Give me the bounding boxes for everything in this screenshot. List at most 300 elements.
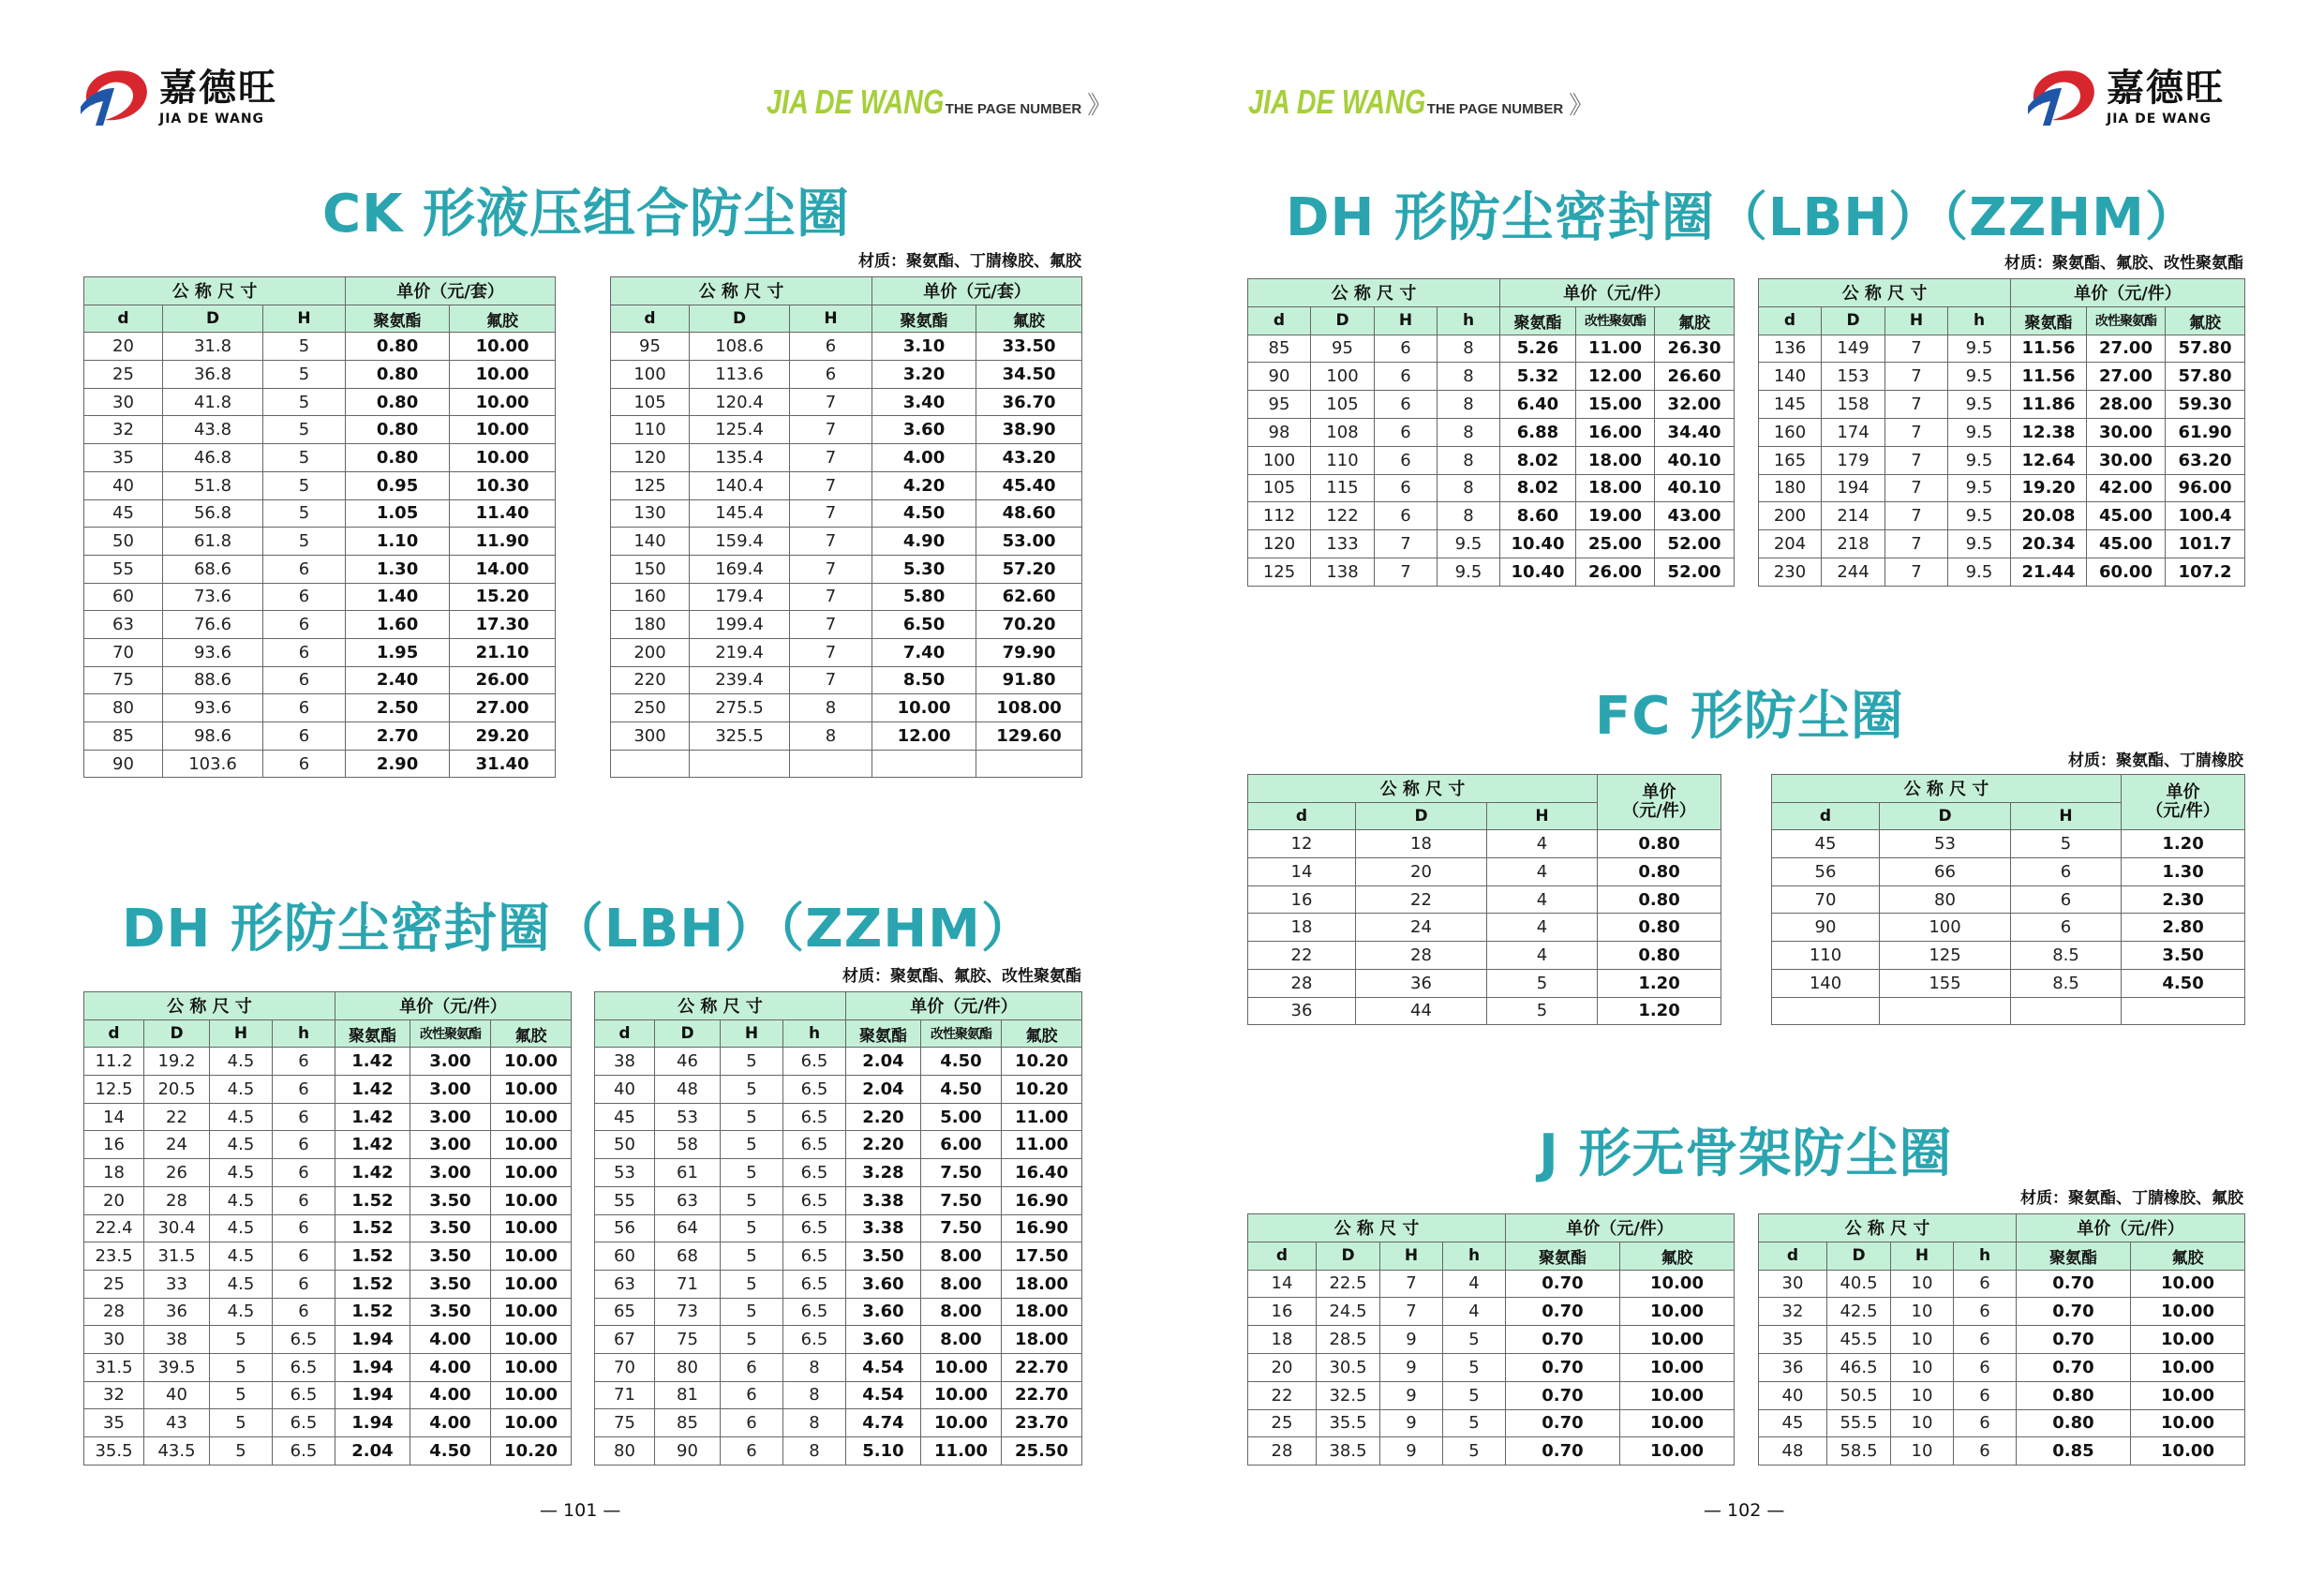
table-cell: 10.00 (2131, 1381, 2245, 1409)
table-cell: 66 (1880, 858, 2011, 886)
dh-material-note: 材质：聚氨酯、氟胶、改性聚氨酯 (2004, 254, 2243, 273)
table-cell: 50 (595, 1131, 655, 1159)
table-cell: 10.00 (491, 1186, 572, 1214)
table-row (1248, 1409, 1735, 1437)
table-cell: 4.90 (872, 528, 976, 556)
table-row (1772, 858, 2245, 886)
table-cell: 130 (611, 499, 690, 528)
column-header: d (1759, 1242, 1827, 1270)
table-cell: 7 (1885, 363, 1948, 391)
table-cell: 53 (655, 1103, 721, 1131)
table-cell: 1.40 (346, 583, 450, 611)
table-cell: 20.08 (2011, 502, 2087, 530)
table-cell: 6 (273, 1159, 335, 1187)
table-cell: 3.00 (410, 1103, 491, 1131)
j-section-title: J 形无骨架防尘圈 (1539, 1123, 1953, 1184)
table-cell: 0.80 (1598, 858, 1721, 886)
table-cell: 45.40 (976, 471, 1082, 499)
table-cell: 30 (84, 1326, 144, 1354)
table-row (1772, 914, 2245, 942)
table-cell: 8 (790, 722, 872, 751)
table-row (611, 750, 1082, 778)
table-cell: 8 (783, 1409, 846, 1437)
table-cell: 0.70 (2017, 1298, 2131, 1326)
table-cell: 35 (1759, 1326, 1827, 1354)
table-cell: 8.00 (921, 1298, 1002, 1326)
table-cell: 44 (1356, 997, 1487, 1025)
table-cell: 61 (655, 1159, 721, 1187)
column-header: H (2011, 802, 2122, 830)
table-cell: 204 (1759, 530, 1822, 558)
table-row (595, 1214, 1082, 1242)
table-row (595, 1242, 1082, 1271)
table-cell: 6 (263, 722, 346, 751)
table-cell: 1.94 (335, 1381, 410, 1409)
table-row (84, 1326, 572, 1354)
table-cell: 6 (1375, 335, 1438, 363)
table-row (1248, 363, 1735, 391)
table-cell: 76.6 (163, 611, 263, 639)
size-group-header: 公 称 尺 寸 (84, 277, 346, 305)
table-row (611, 444, 1082, 472)
table-cell: 180 (1759, 474, 1822, 502)
table-cell: 6 (273, 1298, 335, 1326)
table-cell: 5 (263, 416, 346, 444)
size-group-header: 公 称 尺 寸 (1248, 1214, 1506, 1242)
table-cell: 135.4 (690, 444, 790, 472)
table-cell: 145 (1759, 391, 1822, 419)
table-row (611, 555, 1082, 583)
table-cell: 18.00 (1002, 1298, 1082, 1326)
table-cell: 180 (611, 611, 690, 639)
table-cell: 6 (1375, 418, 1438, 446)
dh-section-title: DH 形防尘密封圈（LBH）（ZZHM） (122, 899, 1035, 960)
table-cell: 10.00 (1620, 1353, 1735, 1381)
table-cell: 6 (263, 583, 346, 611)
table-cell: 5 (263, 388, 346, 416)
table-cell: 22 (1248, 1381, 1317, 1409)
table-cell: 3.40 (872, 388, 976, 416)
column-header: 聚氨酯 (346, 305, 450, 333)
table-cell: 6.5 (783, 1103, 846, 1131)
table-cell: 6 (1375, 502, 1438, 530)
table-cell: 0.70 (2017, 1270, 2131, 1298)
column-header: H (263, 305, 346, 333)
table-cell: 22 (1248, 942, 1356, 970)
table-cell: 7 (1885, 391, 1948, 419)
table-row (84, 1103, 572, 1131)
table-row (84, 388, 556, 416)
table-cell: 91.80 (976, 666, 1082, 694)
table-cell: 4.5 (210, 1048, 273, 1076)
table-row (84, 1242, 572, 1271)
column-header: 聚氨酯 (846, 1019, 921, 1048)
table-cell: 6.5 (783, 1214, 846, 1242)
table-cell: 1.30 (346, 555, 450, 583)
table-row (84, 499, 556, 528)
table-cell: 22 (1356, 885, 1487, 914)
table-cell: 10.00 (450, 416, 556, 444)
table-cell: 5 (721, 1298, 783, 1326)
table-cell: 45.00 (2087, 530, 2166, 558)
table-cell: 0.70 (1506, 1381, 1620, 1409)
table-cell: 6 (1954, 1437, 2017, 1465)
size-group-header: 公 称 尺 寸 (1248, 279, 1500, 307)
table-cell: 5 (1443, 1326, 1506, 1354)
table-row (611, 416, 1082, 444)
column-header: h (273, 1019, 335, 1048)
table-cell: 26.00 (450, 666, 556, 694)
table-cell: 81 (655, 1381, 721, 1409)
table-cell: 1.52 (335, 1242, 410, 1271)
table-cell: 6 (1375, 391, 1438, 419)
table-cell: 4 (1487, 914, 1598, 942)
table-row (84, 583, 556, 611)
table-cell: 12.00 (872, 722, 976, 751)
column-header: H (1375, 306, 1438, 335)
table-cell: 150 (611, 555, 690, 583)
table-cell: 43.5 (144, 1437, 210, 1465)
table-cell: 220 (611, 666, 690, 694)
table-cell: 0.70 (2017, 1326, 2131, 1354)
table-row (595, 1326, 1082, 1354)
table-cell: 68.6 (163, 555, 263, 583)
table-cell: 80 (655, 1353, 721, 1381)
table-cell: 3.38 (846, 1186, 921, 1214)
table-cell: 6 (1375, 446, 1438, 474)
table-cell: 20.34 (2011, 530, 2087, 558)
size-group-header: 公 称 尺 寸 (611, 277, 872, 305)
table-cell: 28 (84, 1298, 144, 1326)
table-row (1759, 502, 2245, 530)
table-cell: 113.6 (690, 361, 790, 389)
table-row (1772, 942, 2245, 970)
price-group-header: 单价（元/件） (2017, 1214, 2245, 1242)
table-row (595, 1048, 1082, 1076)
table-cell: 1.94 (335, 1409, 410, 1437)
table-cell: 28 (1356, 942, 1487, 970)
table-cell: 214 (1822, 502, 1885, 530)
table-row (1248, 530, 1735, 558)
table-cell: 10.40 (1500, 530, 1576, 558)
column-header: H (721, 1019, 783, 1048)
table-cell: 194 (1822, 474, 1885, 502)
table-cell: 20 (84, 1186, 144, 1214)
table-cell: 5 (210, 1326, 273, 1354)
table-row (1759, 1270, 2245, 1298)
table-cell: 3.50 (410, 1270, 491, 1298)
table-cell: 11.00 (921, 1437, 1002, 1465)
table-cell: 3.50 (410, 1298, 491, 1326)
table-cell: 9 (1380, 1326, 1443, 1354)
table-cell (611, 750, 690, 778)
table-cell: 31.5 (84, 1353, 144, 1381)
table-row (611, 611, 1082, 639)
table-cell: 61.90 (2166, 418, 2245, 446)
table-row (84, 1409, 572, 1437)
jdw-logo-icon (77, 64, 152, 131)
table-cell: 12.00 (1576, 363, 1655, 391)
table-row (1248, 474, 1735, 502)
table-cell: 0.70 (1506, 1270, 1620, 1298)
table-row (595, 1409, 1082, 1437)
table-row (1772, 830, 2245, 858)
column-header: 氟胶 (491, 1019, 572, 1048)
table-cell: 6.5 (783, 1298, 846, 1326)
table-cell: 9.5 (1948, 363, 2011, 391)
column-header: D (1827, 1242, 1891, 1270)
table-cell: 4.00 (410, 1353, 491, 1381)
table-cell: 34.40 (1655, 418, 1735, 446)
table-cell: 40.10 (1655, 446, 1735, 474)
table-cell: 18 (1248, 1326, 1317, 1354)
table-cell: 5 (721, 1214, 783, 1242)
table-cell: 1.94 (335, 1326, 410, 1354)
table-row (84, 722, 556, 751)
table-cell: 2.04 (846, 1048, 921, 1076)
table-cell: 10.00 (491, 1381, 572, 1409)
brand-name: JIA DE WANG (1248, 82, 1426, 121)
table-row (1759, 530, 2245, 558)
table-cell: 0.70 (2017, 1353, 2131, 1381)
column-header: 氟胶 (2131, 1242, 2245, 1270)
table-cell: 0.80 (346, 416, 450, 444)
table-row (1248, 997, 1721, 1025)
table-row (1772, 969, 2245, 997)
table-cell: 3.00 (410, 1159, 491, 1187)
table-row (1772, 885, 2245, 914)
table-row (1248, 1326, 1735, 1354)
table-cell: 1.10 (346, 528, 450, 556)
table-cell: 4.50 (921, 1076, 1002, 1104)
table-cell: 32 (1759, 1298, 1827, 1326)
table-cell: 103.6 (163, 750, 263, 778)
table-cell: 6 (263, 750, 346, 778)
table-cell: 16 (1248, 1298, 1317, 1326)
table-cell: 7.50 (921, 1214, 1002, 1242)
table-cell: 46.5 (1827, 1353, 1891, 1381)
table-cell: 1.05 (346, 499, 450, 528)
column-header: 改性聚氨酯 (921, 1019, 1002, 1048)
logo-english-name: JIA DE WANG (2107, 112, 2212, 126)
table-cell: 4.50 (872, 499, 976, 528)
column-header: H (1885, 306, 1948, 335)
table-cell: 4.5 (210, 1131, 273, 1159)
table-cell: 2.04 (335, 1437, 410, 1465)
table-cell: 20 (84, 333, 163, 361)
table-cell: 20.5 (144, 1076, 210, 1104)
table-cell: 85 (1248, 335, 1311, 363)
table-cell: 6 (1954, 1409, 2017, 1437)
table-cell: 2.70 (346, 722, 450, 751)
table-cell: 4.00 (872, 444, 976, 472)
table-cell: 3.50 (846, 1242, 921, 1271)
table-cell: 10.00 (491, 1159, 572, 1187)
table-cell: 10.00 (491, 1270, 572, 1298)
size-group-header: 公 称 尺 寸 (84, 992, 335, 1020)
table-cell: 3.00 (410, 1048, 491, 1076)
table-cell: 33.50 (976, 333, 1082, 361)
table-cell: 22.70 (1002, 1381, 1082, 1409)
table-cell: 30.4 (144, 1214, 210, 1242)
table-cell: 10.00 (1620, 1409, 1735, 1437)
table-cell: 64 (655, 1214, 721, 1242)
table-cell: 120 (611, 444, 690, 472)
table-cell: 14.00 (450, 555, 556, 583)
table-cell: 36 (144, 1298, 210, 1326)
table-cell: 57.80 (2166, 335, 2245, 363)
table-cell: 0.80 (346, 444, 450, 472)
column-header: 改性聚氨酯 (410, 1019, 491, 1048)
column-header: 改性聚氨酯 (2087, 306, 2166, 335)
table-cell: 7 (790, 666, 872, 694)
table-cell: 62.60 (976, 583, 1082, 611)
table-cell: 43.00 (1655, 502, 1735, 530)
size-group-header: 公 称 尺 寸 (1759, 1214, 2017, 1242)
brand-header (1248, 82, 1593, 122)
table-cell: 93.6 (163, 638, 263, 666)
table-cell: 155 (1880, 969, 2011, 997)
table-cell: 7 (1375, 530, 1438, 558)
table-cell: 6 (263, 638, 346, 666)
table-cell: 53 (595, 1159, 655, 1187)
table-row (84, 694, 556, 722)
table-cell: 10.00 (2131, 1409, 2245, 1437)
table-cell: 140 (1759, 363, 1822, 391)
column-header: d (1772, 802, 1880, 830)
size-group-header: 公 称 尺 寸 (1772, 775, 2122, 803)
table-row (84, 750, 556, 778)
table-cell: 6 (1954, 1270, 2017, 1298)
dh-price-table-3 (1247, 278, 1735, 587)
column-header: D (1311, 306, 1375, 335)
table-cell: 218 (1822, 530, 1885, 558)
table-cell: 4.5 (210, 1242, 273, 1271)
table-cell: 28 (1248, 969, 1356, 997)
table-cell: 1.30 (2122, 858, 2245, 886)
table-cell: 6 (273, 1270, 335, 1298)
table-cell: 4 (1487, 858, 1598, 886)
table-cell: 22 (144, 1103, 210, 1131)
table-cell: 4.54 (846, 1353, 921, 1381)
table-cell: 79.90 (976, 638, 1082, 666)
table-cell: 125 (1248, 558, 1311, 586)
table-cell: 9.5 (1948, 502, 2011, 530)
table-row (84, 1076, 572, 1104)
table-row (1248, 1298, 1735, 1326)
table-cell: 24.5 (1317, 1298, 1380, 1326)
table-cell: 48.60 (976, 499, 1082, 528)
table-cell: 63 (655, 1186, 721, 1214)
table-cell: 18.00 (1002, 1326, 1082, 1354)
table-row (84, 444, 556, 472)
table-cell: 30 (84, 388, 163, 416)
table-cell: 108.6 (690, 333, 790, 361)
table-cell: 125.4 (690, 416, 790, 444)
size-group-header: 公 称 尺 寸 (595, 992, 846, 1020)
table-cell: 35 (84, 1409, 144, 1437)
table-cell: 8 (1438, 335, 1500, 363)
table-cell: 16.40 (1002, 1159, 1082, 1187)
table-cell: 46.8 (163, 444, 263, 472)
table-cell: 7 (790, 611, 872, 639)
table-cell: 9 (1380, 1353, 1443, 1381)
table-row (611, 722, 1082, 751)
table-cell: 4 (1487, 885, 1598, 914)
table-cell: 75 (655, 1326, 721, 1354)
column-header: 聚氨酯 (872, 305, 976, 333)
table-cell: 5 (210, 1353, 273, 1381)
table-cell: 23.5 (84, 1242, 144, 1271)
table-cell: 51.8 (163, 471, 263, 499)
table-cell: 5 (721, 1159, 783, 1187)
table-cell: 5 (210, 1381, 273, 1409)
table-cell: 10.00 (491, 1048, 572, 1076)
table-row (84, 361, 556, 389)
table-cell: 71 (655, 1270, 721, 1298)
price-group-header: 单价（元/件） (1500, 279, 1735, 307)
table-cell: 6.5 (783, 1186, 846, 1214)
table-cell: 108 (1311, 418, 1375, 446)
table-cell: 5 (1443, 1381, 1506, 1409)
table-cell: 75 (595, 1409, 655, 1437)
table-row (84, 1298, 572, 1326)
table-cell: 3.60 (872, 416, 976, 444)
table-row (1759, 335, 2245, 363)
table-cell: 95 (611, 333, 690, 361)
brand-tagline: THE PAGE NUMBER (1426, 101, 1564, 117)
table-cell: 0.80 (346, 388, 450, 416)
table-cell: 70 (84, 638, 163, 666)
table-cell: 9.5 (1438, 558, 1500, 586)
table-cell: 43.8 (163, 416, 263, 444)
table-cell: 100 (1311, 363, 1375, 391)
table-cell: 169.4 (690, 555, 790, 583)
table-cell: 179.4 (690, 583, 790, 611)
table-cell: 5 (721, 1076, 783, 1104)
table-cell: 115 (1311, 474, 1375, 502)
table-cell: 43 (144, 1409, 210, 1437)
j-price-table-1 (1247, 1213, 1735, 1465)
table-cell: 36.70 (976, 388, 1082, 416)
table-cell: 22.4 (84, 1214, 144, 1242)
table-cell: 16.00 (1576, 418, 1655, 446)
table-cell: 40.10 (1655, 474, 1735, 502)
column-header: 聚氨酯 (335, 1019, 410, 1048)
column-header: D (144, 1019, 210, 1048)
table-cell: 11.56 (2011, 363, 2087, 391)
table-cell: 7 (1380, 1298, 1443, 1326)
company-logo (77, 64, 277, 131)
table-cell: 7 (1380, 1270, 1443, 1298)
brand-arrow-icon: 》 (1087, 92, 1112, 120)
table-cell: 174 (1822, 418, 1885, 446)
table-cell: 10.30 (450, 471, 556, 499)
table-cell: 5 (263, 499, 346, 528)
table-cell: 45.00 (2087, 502, 2166, 530)
table-cell: 6 (1954, 1298, 2017, 1326)
table-cell: 7.50 (921, 1186, 1002, 1214)
table-cell: 6.5 (783, 1242, 846, 1271)
table-cell: 7 (790, 528, 872, 556)
table-cell: 8 (783, 1381, 846, 1409)
table-cell: 30.00 (2087, 418, 2166, 446)
table-cell (1772, 997, 1880, 1025)
column-header: d (1248, 802, 1356, 830)
brand-header (767, 82, 1111, 122)
table-cell: 1.20 (2122, 830, 2245, 858)
table-cell: 42.00 (2087, 474, 2166, 502)
